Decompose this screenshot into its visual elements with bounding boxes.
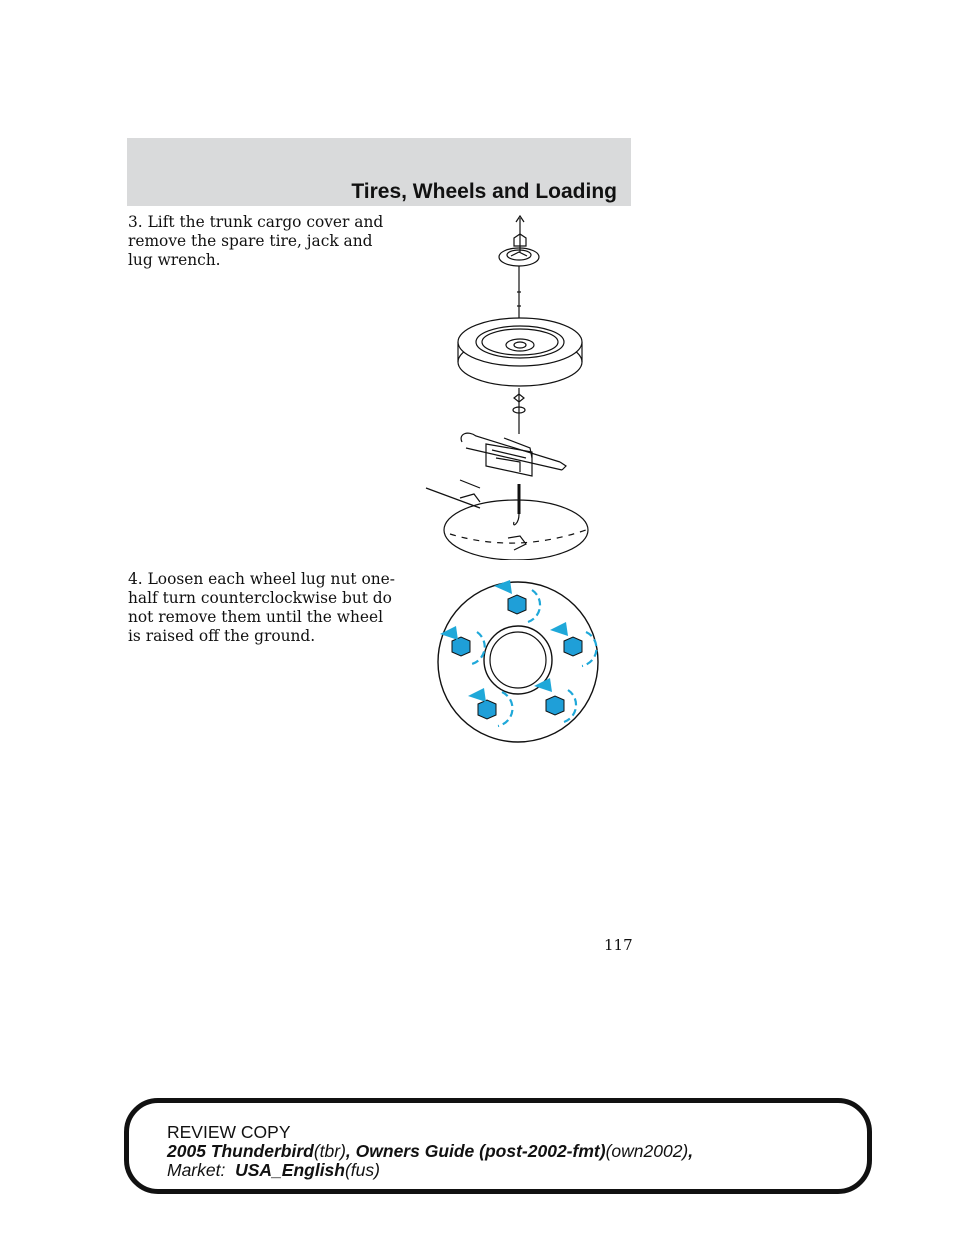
footer-review-label: REVIEW COPY — [167, 1122, 291, 1142]
footer-publication-line — [167, 1142, 693, 1161]
spare-tire-jack-illustration — [420, 212, 600, 560]
footer-guide-code: (own2002) — [605, 1141, 689, 1161]
footer-sep-1: , — [345, 1141, 356, 1161]
footer-model: 2005 Thunderbird — [167, 1141, 314, 1161]
footer-sep-2: , — [688, 1141, 694, 1161]
header-band — [127, 138, 631, 206]
step-4-text: 4. Loosen each wheel lug nut one-half turn counterclockwise but do not remove them until the wheel is raised off the ground. — [128, 570, 395, 645]
footer-market: USA_English — [235, 1160, 345, 1180]
footer-market-code: (fus) — [344, 1160, 380, 1180]
lug-nut-icon — [564, 637, 582, 656]
section-title: Tires, Wheels and Loading — [351, 180, 617, 203]
footer-text — [167, 1123, 693, 1180]
lug-nut-icon — [508, 595, 526, 614]
footer-market-line — [167, 1161, 693, 1180]
footer-review-box — [124, 1098, 872, 1194]
footer-market-label: Market: — [167, 1160, 226, 1180]
page-number: 117 — [604, 936, 633, 954]
lug-nut-icon — [478, 700, 496, 719]
wheel-lug-nut-diagram — [430, 576, 608, 746]
lug-nut-icon — [546, 696, 564, 715]
lug-nut-icon — [452, 637, 470, 656]
footer-guide: Owners Guide (post-2002-fmt) — [355, 1141, 606, 1161]
step-3-text: 3. Lift the trunk cargo cover and remove the spare tire, jack and lug wrench. — [128, 213, 384, 269]
footer-model-code: (tbr) — [313, 1141, 346, 1161]
